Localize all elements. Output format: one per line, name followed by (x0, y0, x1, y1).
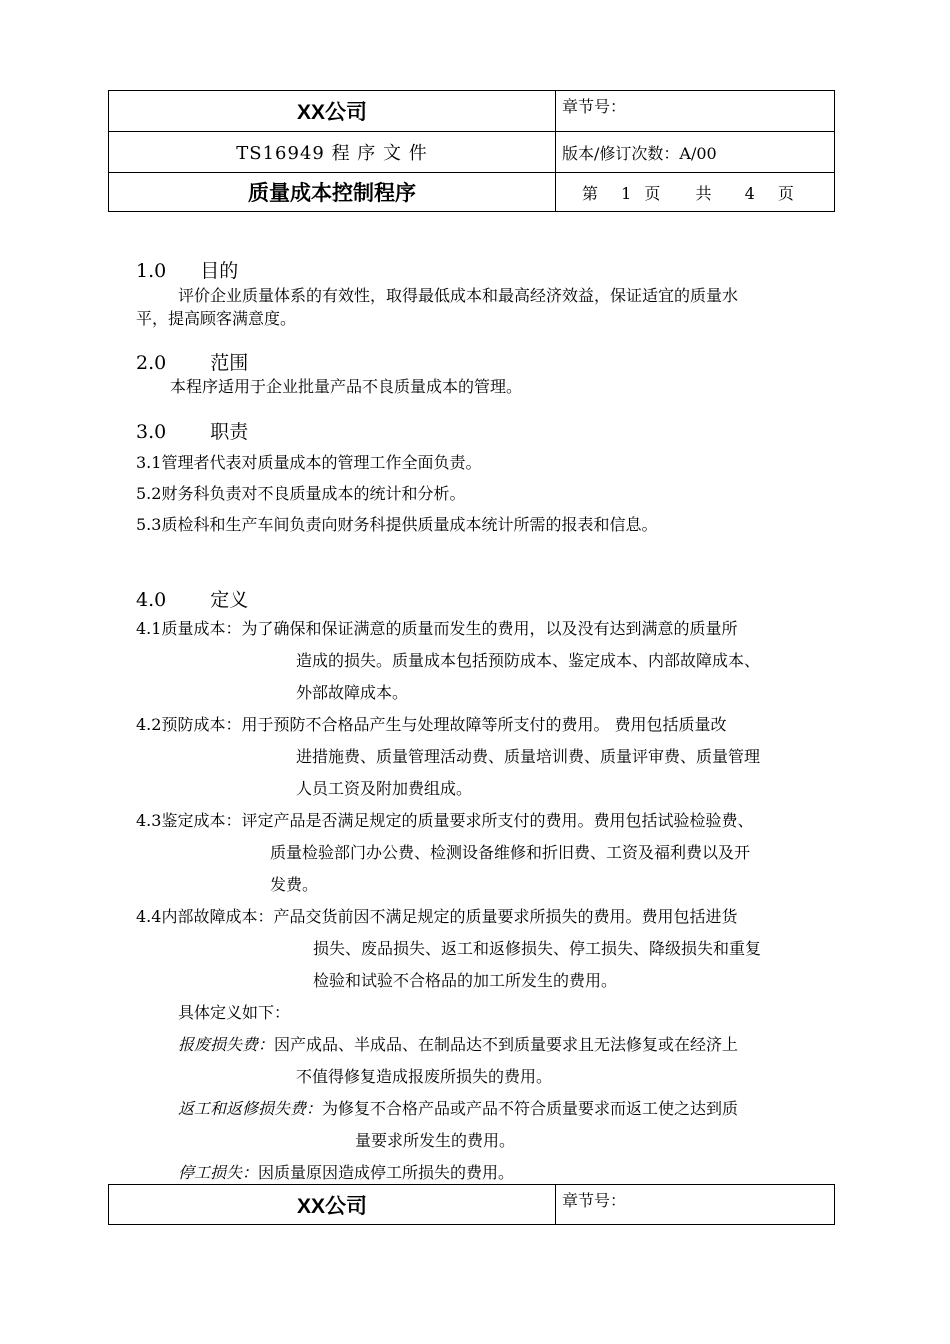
scrap-loss-term: 报废损失费： (178, 1035, 275, 1054)
rework-loss-line1 (178, 1099, 738, 1119)
definition-4-4-line3: 检验和试验不合格品的加工所发生的费用。 (313, 971, 618, 990)
detail-intro: 具体定义如下： (178, 1003, 291, 1022)
document-header-table (108, 90, 835, 212)
company-name: XX公司 (109, 91, 556, 132)
definition-4-4-line1: 4.4内部故障成本：产品交货前因不满足规定的质量要求所损失的费用。费用包括进货 (136, 907, 738, 926)
section-2-text: 本程序适用于企业批量产品不良质量成本的管理。 (170, 377, 523, 396)
page-total: 4 (744, 183, 755, 203)
version-revision: 版本/修订次数：A/00 (556, 132, 835, 173)
next-page-company-name: XX公司 (109, 1185, 556, 1225)
section-1-title: 目的 (200, 260, 239, 282)
section-1-heading (136, 260, 238, 282)
section-4-heading (136, 589, 248, 611)
section-3-heading (136, 421, 248, 443)
definition-4-4-line2: 损失、废品损失、返工和返修损失、停工损失、降级损失和重复 (313, 939, 762, 958)
section-3-item-2: 5.2财务科负责对不良质量成本的统计和分析。 (136, 484, 466, 503)
page-ye: 页 (644, 183, 661, 203)
downtime-loss-text: 因质量原因造成停工所损失的费用。 (258, 1163, 515, 1182)
document-title: 质量成本控制程序 (109, 173, 556, 212)
section-3-item-1: 3.1管理者代表对质量成本的管理工作全面负责。 (136, 453, 482, 472)
section-1-text-line2: 平，提高顾客满意度。 (136, 309, 297, 328)
definition-4-1-line1: 4.1质量成本：为了确保和保证满意的质量而发生的费用，以及没有达到满意的质量所 (136, 619, 738, 638)
definition-4-3-line1: 4.3鉴定成本：评定产品是否满足规定的质量要求所支付的费用。费用包括试验检验费、 (136, 811, 754, 830)
section-1-number: 1.0 (136, 260, 167, 282)
definition-4-2-line1: 4.2预防成本：用于预防不合格品产生与处理故障等所支付的费用。 费用包括质量改 (136, 715, 727, 734)
page-number: 1 (621, 183, 632, 203)
definition-4-3-line3: 发费。 (270, 875, 319, 894)
page-di: 第 (582, 183, 599, 203)
section-2-heading (136, 352, 248, 374)
downtime-loss-line1 (178, 1163, 514, 1183)
definition-4-3-line2: 质量检验部门办公费、检测设备维修和折旧费、工资及福利费以及开 (270, 843, 751, 862)
chapter-number-label: 章节号： (556, 91, 835, 132)
scrap-loss-line1 (178, 1035, 738, 1055)
section-3-item-3: 5.3质检科和生产车间负责向财务科提供质量成本统计所需的报表和信息。 (136, 515, 658, 534)
rework-loss-term: 返工和返修损失费： (178, 1099, 323, 1118)
page-info (556, 173, 835, 212)
definition-4-2-line3: 人员工资及附加费组成。 (296, 779, 473, 798)
definition-4-2-line2: 进措施费、质量管理活动费、质量培训费、质量评审费、质量管理 (296, 747, 761, 766)
definition-4-1-line2: 造成的损失。质量成本包括预防成本、鉴定成本、内部故障成本、 (296, 651, 761, 670)
document-type: TS16949 程 序 文 件 (109, 132, 556, 173)
rework-loss-line2: 量要求所发生的费用。 (355, 1131, 516, 1150)
section-1-text-line1: 评价企业质量体系的有效性，取得最低成本和最高经济效益，保证适宜的质量水 (178, 286, 739, 305)
section-4-title: 定义 (210, 589, 249, 611)
rework-loss-text: 为修复不合格产品或产品不符合质量要求而返工使之达到质 (322, 1099, 739, 1118)
section-3-number: 3.0 (136, 421, 167, 443)
section-2-number: 2.0 (136, 352, 167, 374)
next-page-chapter-label: 章节号： (556, 1185, 835, 1225)
scrap-loss-text: 因产成品、半成品、在制品达不到质量要求且无法修复或在经济上 (274, 1035, 739, 1054)
section-2-title: 范围 (210, 352, 249, 374)
page-ye-2: 页 (777, 183, 794, 203)
definition-4-1-line3: 外部故障成本。 (296, 683, 409, 702)
page-gong: 共 (695, 183, 712, 203)
section-4-number: 4.0 (136, 589, 167, 611)
next-page-header-table (108, 1184, 835, 1225)
section-3-title: 职责 (210, 421, 249, 443)
scrap-loss-line2: 不值得修复造成报废所损失的费用。 (296, 1067, 553, 1086)
downtime-loss-term: 停工损失： (178, 1163, 259, 1182)
